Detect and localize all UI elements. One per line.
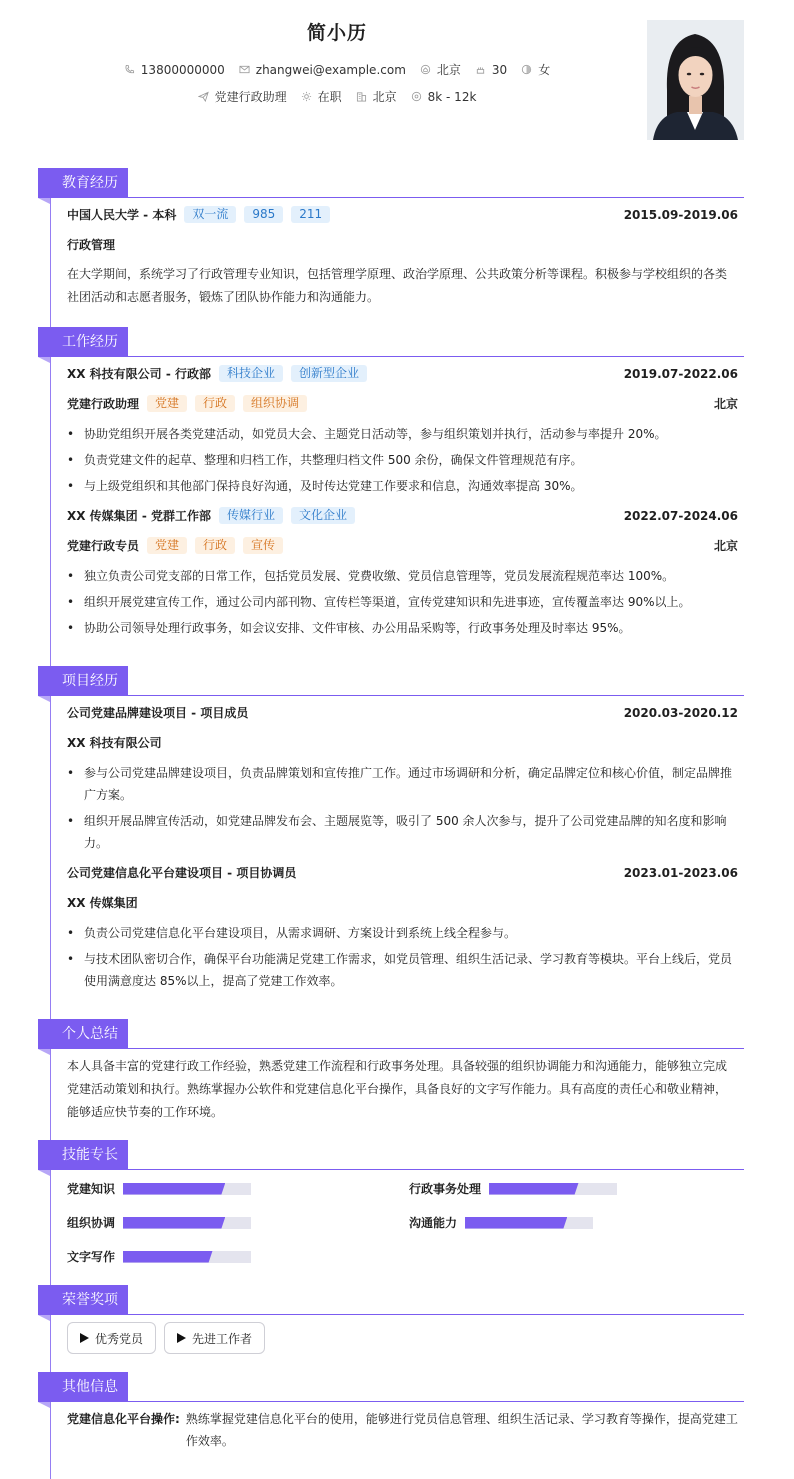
project-title-row (67, 864, 738, 881)
age-text: 30 (491, 62, 508, 77)
job-company-row (67, 365, 738, 382)
school-tag: 211 (291, 206, 330, 223)
job-role-row (67, 395, 738, 412)
section-fold (38, 1170, 50, 1176)
section-divider (38, 1401, 744, 1402)
skill-bar-fill (123, 1251, 213, 1263)
project-org-row (67, 734, 738, 751)
role-tag: 党建 (147, 395, 187, 412)
role-tag: 组织协调 (243, 395, 307, 412)
job-company-row (67, 507, 738, 524)
position-item (198, 88, 287, 105)
project-date: 2023.01-2023.06 (623, 865, 738, 880)
role-tag: 党建 (147, 537, 187, 554)
job-bullet: • 组织开展党建宣传工作，通过公司内部刊物、宣传栏等渠道，宣传党建知识和先进事迹，宣传覆盖率达 90%以上。 (67, 591, 738, 613)
salary-item (411, 88, 477, 105)
job-role: 党建行政助理 (67, 397, 140, 411)
email-text: zhangwei@example.com (255, 62, 406, 77)
school-tag: 双一流 (184, 206, 236, 223)
send-icon (198, 91, 209, 102)
section-title: 技能专长 (38, 1140, 128, 1170)
play-icon (80, 1333, 89, 1343)
education-school-row (67, 206, 738, 223)
section-title: 项目经历 (38, 666, 128, 696)
skill-bar-track (123, 1251, 251, 1263)
project-name: 公司党建品牌建设项目 - 项目成员 (67, 706, 249, 720)
role-tag: 行政 (195, 537, 235, 554)
job-bullet: • 独立负责公司党支部的日常工作，包括党员发展、党费收缴、党员信息管理等，党员发展流程规范率达 100%。 (67, 565, 738, 587)
status-text: 在职 (317, 90, 342, 104)
skill-bar-fill (123, 1217, 225, 1229)
candidate-name: 简小历 (306, 22, 367, 44)
section-divider (38, 197, 744, 198)
job-role: 党建行政专员 (67, 539, 140, 553)
section-fold (38, 1049, 50, 1055)
section-divider (38, 1169, 744, 1170)
role-tag: 宣传 (243, 537, 283, 554)
mail-icon (239, 64, 250, 75)
gear-icon (301, 91, 312, 102)
section-divider (38, 1314, 744, 1315)
coin-icon (411, 91, 422, 102)
project-bullet: • 与技术团队密切合作，确保平台功能满足党建工作需求，如党员管理、组织生活记录、学习教育等模块。平台上线后，党员使用满意度达 85%以上，提高了党建工作效率。 (67, 948, 738, 992)
job-bullet: • 负责党建文件的起草、整理和归档工作，共整理归档文件 500 余份，确保文件管理规范有序。 (67, 449, 738, 471)
position-text: 党建行政助理 (214, 90, 287, 104)
skill-item (409, 1180, 617, 1197)
job-city: 北京 (713, 539, 738, 553)
section-projects-header (38, 666, 744, 696)
company-tag: 创新型企业 (291, 365, 367, 382)
location-text: 北京 (436, 63, 461, 77)
education-major-row (67, 236, 738, 253)
section-education-header (38, 168, 744, 198)
project-title-row (67, 704, 738, 721)
project-date: 2020.03-2020.12 (623, 705, 738, 720)
major-name: 行政管理 (67, 238, 116, 252)
skill-item (67, 1180, 251, 1197)
education-description: 在大学期间，系统学习了行政管理专业知识，包括管理学原理、政治学原理、公共政策分析等课程。积极参与学校组织的各类社团活动和志愿者服务，锻炼了团队协作能力和沟通能力。 (67, 267, 728, 304)
email-item (239, 61, 406, 78)
job-date: 2022.07-2024.06 (623, 508, 738, 523)
play-icon (177, 1333, 186, 1343)
status-item (301, 88, 342, 105)
section-title: 其他信息 (38, 1372, 128, 1402)
gender-icon (521, 64, 532, 75)
city-text: 北京 (372, 90, 397, 104)
company-tag: 文化企业 (291, 507, 355, 524)
job-intent-row (0, 88, 674, 105)
section-divider (38, 1048, 744, 1049)
skill-item (67, 1214, 251, 1231)
skill-bar-track (465, 1217, 593, 1229)
section-fold (38, 198, 50, 204)
project-bullet: • 负责公司党建信息化平台建设项目，从需求调研、方案设计到系统上线全程参与。 (67, 922, 738, 944)
project-org: XX 科技有限公司 (67, 736, 162, 750)
section-title: 工作经历 (38, 327, 128, 357)
award-label: 先进工作者 (192, 1331, 253, 1346)
gender-text: 女 (538, 63, 551, 77)
salary-text: 8k - 12k (427, 89, 477, 104)
project-bullet: • 组织开展品牌宣传活动，如党建品牌发布会、主题展览等，吸引了 500 余人次参与，提升了公司党建品牌的知名度和影响力。 (67, 810, 738, 854)
phone-icon (124, 64, 135, 75)
building-icon (356, 91, 367, 102)
cake-icon (475, 64, 486, 75)
role-tag: 行政 (195, 395, 235, 412)
skill-name: 沟通能力 (409, 1216, 458, 1230)
home-icon (420, 64, 431, 75)
project-org: XX 传媒集团 (67, 896, 138, 910)
skill-item (409, 1214, 593, 1231)
location-item (420, 61, 461, 78)
skill-name: 行政事务处理 (409, 1182, 482, 1196)
other-info-row (67, 1408, 738, 1452)
gender-item (521, 61, 550, 78)
company-name: XX 科技有限公司 - 行政部 (67, 367, 212, 381)
award-badge (67, 1322, 156, 1354)
phone-text: 13800000000 (140, 62, 225, 77)
skill-bar-track (123, 1217, 251, 1229)
section-divider (38, 356, 744, 357)
skill-bar-fill (489, 1183, 579, 1195)
project-name: 公司党建信息化平台建设项目 - 项目协调员 (67, 866, 297, 880)
city-item (356, 88, 397, 105)
job-role-row (67, 537, 738, 554)
skill-name: 组织协调 (67, 1216, 116, 1230)
job-bullet: • 协助党组织开展各类党建活动，如党员大会、主题党日活动等，参与组织策划并执行，活动参与率提升 20%。 (67, 423, 738, 445)
section-title: 个人总结 (38, 1019, 128, 1049)
company-name: XX 传媒集团 - 党群工作部 (67, 509, 212, 523)
profile-photo (647, 20, 744, 140)
skill-bar-track (489, 1183, 617, 1195)
section-summary-header (38, 1019, 744, 1049)
company-tag: 传媒行业 (219, 507, 283, 524)
school-name: 中国人民大学 - 本科 (67, 208, 177, 222)
section-fold (38, 357, 50, 363)
section-fold (38, 1402, 50, 1408)
job-city: 北京 (713, 397, 738, 411)
section-fold (38, 1315, 50, 1321)
company-tag: 科技企业 (219, 365, 283, 382)
other-info-text: 熟练掌握党建信息化平台的使用，能够进行党员信息管理、组织生活记录、学习教育等操作，提高党建工作效率。 (185, 1412, 738, 1448)
award-label: 优秀党员 (95, 1331, 144, 1346)
section-fold (38, 696, 50, 702)
phone-item (124, 61, 225, 78)
school-tag: 985 (244, 206, 283, 223)
contact-row (0, 61, 674, 78)
job-date: 2019.07-2022.06 (623, 366, 738, 381)
section-skills-header (38, 1140, 744, 1170)
section-divider (38, 695, 744, 696)
skill-name: 党建知识 (67, 1182, 116, 1196)
section-title: 教育经历 (38, 168, 128, 198)
project-org-row (67, 894, 738, 911)
section-other-header (38, 1372, 744, 1402)
portrait-image (647, 20, 744, 140)
job-bullet: • 协助公司领导处理行政事务，如会议安排、文件审核、办公用品采购等，行政事务处理及时率达 95%。 (67, 617, 738, 639)
skill-item (67, 1248, 251, 1265)
section-title: 荣誉奖项 (38, 1285, 128, 1315)
project-bullet: • 参与公司党建品牌建设项目，负责品牌策划和宣传推广工作。通过市场调研和分析，确定品牌定位和核心价值，制定品牌推广方案。 (67, 762, 738, 806)
skill-name: 文字写作 (67, 1250, 116, 1264)
award-badge (164, 1322, 265, 1354)
other-info-label: 党建信息化平台操作: (67, 1412, 180, 1426)
job-bullet: • 与上级党组织和其他部门保持良好沟通，及时传达党建工作要求和信息，沟通效率提高 30%。 (67, 475, 738, 497)
section-awards-header (38, 1285, 744, 1315)
skill-bar-track (123, 1183, 251, 1195)
skill-bar-fill (465, 1217, 567, 1229)
summary-text: 本人具备丰富的党建行政工作经验，熟悉党建工作流程和行政事务处理。具备较强的组织协调能力和沟通能力，能够独立完成党建活动策划和执行。熟练掌握办公软件和党建信息化平台操作，具备良好的文字写作能力。具有高度的责任心和敬业精神，能够适应快节奏的工作环境。 (67, 1059, 728, 1119)
section-work-header (38, 327, 744, 357)
education-date: 2015.09-2019.06 (623, 207, 738, 222)
age-item (475, 61, 507, 78)
skill-bar-fill (123, 1183, 225, 1195)
